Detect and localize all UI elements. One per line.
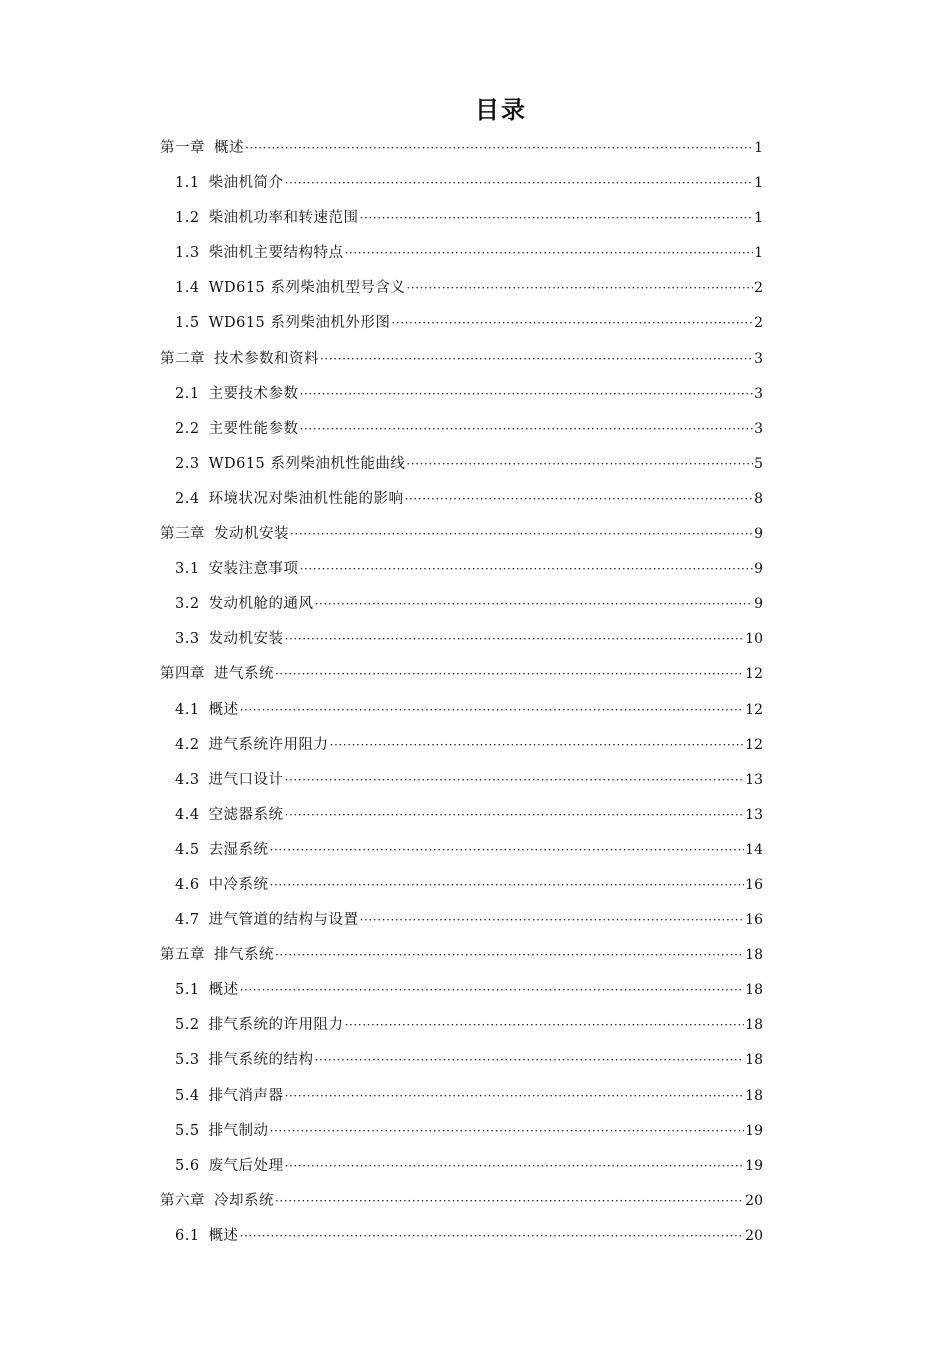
- toc-entry-number: 4.2: [175, 736, 200, 753]
- toc-page-number: 2: [754, 315, 763, 332]
- toc-dot-leader: [285, 763, 745, 798]
- toc-entry-number: 1.3: [175, 245, 200, 262]
- toc-entry-title: 去湿系统: [208, 841, 269, 858]
- toc-entry-number: 5.3: [175, 1052, 200, 1069]
- toc-entry-title: 概述: [214, 140, 244, 156]
- toc-entry-title: 进气管道的结构与设置: [208, 912, 359, 929]
- toc-page-number: 9: [754, 561, 763, 578]
- toc-dot-leader: [270, 868, 745, 903]
- toc-entry-title: 概述: [208, 982, 239, 999]
- toc-section-entry[interactable]: [160, 306, 763, 341]
- toc-section-entry[interactable]: [160, 236, 763, 271]
- toc-entry-number: 第四章: [160, 666, 205, 683]
- toc-entry-title: WD615 系列柴油机性能曲线: [208, 455, 406, 472]
- toc-section-entry[interactable]: [160, 1114, 763, 1149]
- toc-section-entry[interactable]: [160, 763, 763, 798]
- toc-dot-leader: [406, 271, 753, 306]
- toc-page-number: 12: [745, 701, 763, 718]
- toc-entry-number: 5.6: [175, 1157, 200, 1174]
- toc-entry-number: 第二章: [160, 350, 205, 367]
- toc-entry-title: 柴油机简介: [208, 175, 284, 192]
- toc-entry-title: 技术参数和资料: [214, 350, 319, 367]
- toc-section-entry[interactable]: [160, 587, 763, 622]
- toc-section-entry[interactable]: [160, 1043, 763, 1078]
- toc-page-number: 12: [745, 736, 763, 753]
- toc-page-number: 10: [745, 631, 763, 648]
- toc-page-number: 18: [745, 982, 763, 999]
- toc-entry-number: 1.2: [175, 210, 200, 227]
- toc-entry-number: 4.3: [175, 771, 200, 788]
- toc-page-number: 13: [745, 771, 763, 788]
- toc-entry-number: 3.2: [175, 596, 200, 613]
- toc-dot-leader: [300, 552, 754, 587]
- toc-dot-leader: [270, 833, 745, 868]
- toc-entry-number: 第三章: [160, 526, 205, 543]
- toc-entry-number: 3.3: [175, 631, 200, 648]
- toc-dot-leader: [360, 201, 754, 236]
- toc-entry-title: 废气后处理: [208, 1157, 284, 1174]
- toc-entry-title: 中冷系统: [208, 876, 269, 893]
- toc-page-number: 20: [745, 1192, 763, 1209]
- toc-dot-leader: [345, 1008, 745, 1043]
- toc-dot-leader: [285, 1149, 745, 1184]
- toc-dot-leader: [320, 342, 753, 377]
- toc-page-number: 18: [745, 947, 763, 964]
- toc-page-number: 16: [745, 876, 763, 893]
- toc-entry-title: WD615 系列柴油机外形图: [208, 315, 391, 332]
- toc-dot-leader: [275, 1184, 744, 1219]
- toc-entry-title: 主要性能参数: [208, 420, 299, 437]
- toc-section-entry[interactable]: [160, 868, 763, 903]
- toc-chapter-entry[interactable]: [160, 342, 763, 377]
- toc-section-entry[interactable]: [160, 1219, 763, 1254]
- toc-entry-number: 第六章: [160, 1192, 205, 1209]
- toc-entry-number: 2.1: [175, 385, 200, 402]
- toc-entry-title: 排气系统的结构: [208, 1052, 314, 1069]
- toc-page-number: 3: [754, 385, 763, 402]
- toc-entry-title: 空滤器系统: [208, 806, 284, 823]
- toc-entry-title: 进气口设计: [208, 771, 284, 788]
- toc-chapter-entry[interactable]: [160, 131, 763, 166]
- toc-page-number: 9: [754, 596, 763, 613]
- toc-entry-number: 1.1: [175, 175, 200, 192]
- toc-entry-number: 1.5: [175, 315, 200, 332]
- toc-section-entry[interactable]: [160, 973, 763, 1008]
- toc-dot-leader: [315, 1043, 745, 1078]
- toc-section-entry[interactable]: [160, 622, 763, 657]
- toc-chapter-entry[interactable]: [160, 1184, 763, 1219]
- toc-section-entry[interactable]: [160, 903, 763, 938]
- toc-page-number: 1: [754, 210, 763, 227]
- toc-dot-leader: [240, 693, 745, 728]
- toc-dot-leader: [300, 412, 754, 447]
- toc-entry-title: 主要技术参数: [208, 385, 299, 402]
- toc-entry-title: 概述: [208, 701, 239, 718]
- toc-dot-leader: [275, 657, 744, 692]
- toc-page-number: 18: [745, 1087, 763, 1104]
- toc-dot-leader: [300, 377, 754, 412]
- toc-dot-leader: [245, 131, 753, 166]
- toc-entry-title: 柴油机功率和转速范围: [208, 210, 359, 227]
- toc-entry-title: 排气系统的许用阻力: [208, 1017, 344, 1034]
- toc-dot-leader: [290, 517, 753, 552]
- toc-entry-number: 5.5: [175, 1122, 200, 1139]
- toc-section-entry[interactable]: [160, 412, 763, 447]
- toc-dot-leader: [270, 1114, 745, 1149]
- toc-entry-number: 2.3: [175, 455, 200, 472]
- table-of-contents: [160, 131, 763, 1254]
- toc-chapter-entry[interactable]: [160, 938, 763, 973]
- toc-page-number: 1: [754, 140, 763, 156]
- toc-entry-number: 6.1: [175, 1227, 200, 1244]
- toc-section-entry[interactable]: [160, 833, 763, 868]
- toc-dot-leader: [406, 447, 753, 482]
- toc-dot-leader: [315, 587, 754, 622]
- toc-section-entry[interactable]: [160, 166, 763, 201]
- toc-chapter-entry[interactable]: [160, 657, 763, 692]
- toc-dot-leader: [285, 166, 754, 201]
- toc-page-number: 14: [745, 841, 763, 858]
- toc-entry-title: 发动机安装: [208, 631, 284, 648]
- toc-section-entry[interactable]: [160, 798, 763, 833]
- toc-section-entry[interactable]: [160, 377, 763, 412]
- toc-section-entry[interactable]: [160, 201, 763, 236]
- toc-page-number: 1: [754, 175, 763, 192]
- toc-entry-number: 5.4: [175, 1087, 200, 1104]
- toc-dot-leader: [285, 1079, 745, 1114]
- toc-page-number: 19: [745, 1157, 763, 1174]
- toc-section-entry[interactable]: [160, 728, 763, 763]
- toc-page-number: 12: [745, 666, 763, 683]
- toc-page-number: 13: [745, 806, 763, 823]
- toc-title: 目录: [475, 96, 527, 124]
- toc-entry-number: 1.4: [175, 280, 200, 297]
- toc-entry-number: 第五章: [160, 947, 205, 964]
- toc-entry-number: 4.1: [175, 701, 200, 718]
- toc-section-entry[interactable]: [160, 447, 763, 482]
- toc-dot-leader: [285, 798, 745, 833]
- toc-page-number: 16: [745, 912, 763, 929]
- toc-entry-title: WD615 系列柴油机型号含义: [208, 280, 406, 297]
- toc-section-entry[interactable]: [160, 271, 763, 306]
- toc-section-entry[interactable]: [160, 1079, 763, 1114]
- toc-entry-title: 排气消声器: [208, 1087, 284, 1104]
- toc-entry-title: 进气系统许用阻力: [208, 736, 329, 753]
- toc-entry-title: 冷却系统: [214, 1192, 274, 1209]
- toc-page-number: 1: [754, 245, 763, 262]
- toc-page-number: 18: [745, 1052, 763, 1069]
- toc-entry-title: 环境状况对柴油机性能的影响: [208, 490, 404, 507]
- toc-chapter-entry[interactable]: [160, 517, 763, 552]
- toc-dot-leader: [275, 938, 744, 973]
- toc-entry-number: 5.1: [175, 982, 200, 999]
- toc-page-number: 20: [745, 1227, 763, 1244]
- toc-entry-number: 2.4: [175, 490, 200, 507]
- toc-dot-leader: [240, 1219, 745, 1254]
- toc-dot-leader: [360, 903, 745, 938]
- toc-section-entry[interactable]: [160, 1008, 763, 1043]
- toc-dot-leader: [285, 622, 745, 657]
- toc-section-entry[interactable]: [160, 1149, 763, 1184]
- toc-entry-title: 进气系统: [214, 666, 274, 683]
- toc-page-number: 9: [754, 526, 763, 543]
- toc-entry-title: 排气系统: [214, 947, 274, 964]
- toc-section-entry[interactable]: [160, 552, 763, 587]
- toc-page-number: 5: [754, 455, 763, 472]
- toc-entry-number: 4.4: [175, 806, 200, 823]
- toc-section-entry[interactable]: [160, 693, 763, 728]
- toc-dot-leader: [345, 236, 754, 271]
- toc-entry-number: 4.6: [175, 876, 200, 893]
- toc-entry-title: 排气制动: [208, 1122, 269, 1139]
- toc-entry-number: 4.5: [175, 841, 200, 858]
- toc-dot-leader: [330, 728, 745, 763]
- toc-dot-leader: [405, 482, 754, 517]
- toc-section-entry[interactable]: [160, 482, 763, 517]
- toc-entry-number: 2.2: [175, 420, 200, 437]
- toc-page-number: 3: [754, 350, 763, 367]
- toc-entry-title: 发动机安装: [214, 526, 289, 543]
- toc-entry-title: 发动机舱的通风: [208, 596, 314, 613]
- toc-page-number: 8: [754, 490, 763, 507]
- toc-entry-number: 3.1: [175, 561, 200, 578]
- toc-entry-number: 4.7: [175, 912, 200, 929]
- toc-page-number: 2: [754, 280, 763, 297]
- toc-dot-leader: [240, 973, 745, 1008]
- toc-dot-leader: [391, 306, 753, 341]
- toc-entry-number: 5.2: [175, 1017, 200, 1034]
- toc-entry-title: 柴油机主要结构特点: [208, 245, 344, 262]
- toc-page-number: 19: [745, 1122, 763, 1139]
- toc-entry-number: 第一章: [160, 140, 205, 156]
- toc-entry-title: 安装注意事项: [208, 561, 299, 578]
- toc-page-number: 3: [754, 420, 763, 437]
- toc-entry-title: 概述: [208, 1227, 239, 1244]
- toc-page-number: 18: [745, 1017, 763, 1034]
